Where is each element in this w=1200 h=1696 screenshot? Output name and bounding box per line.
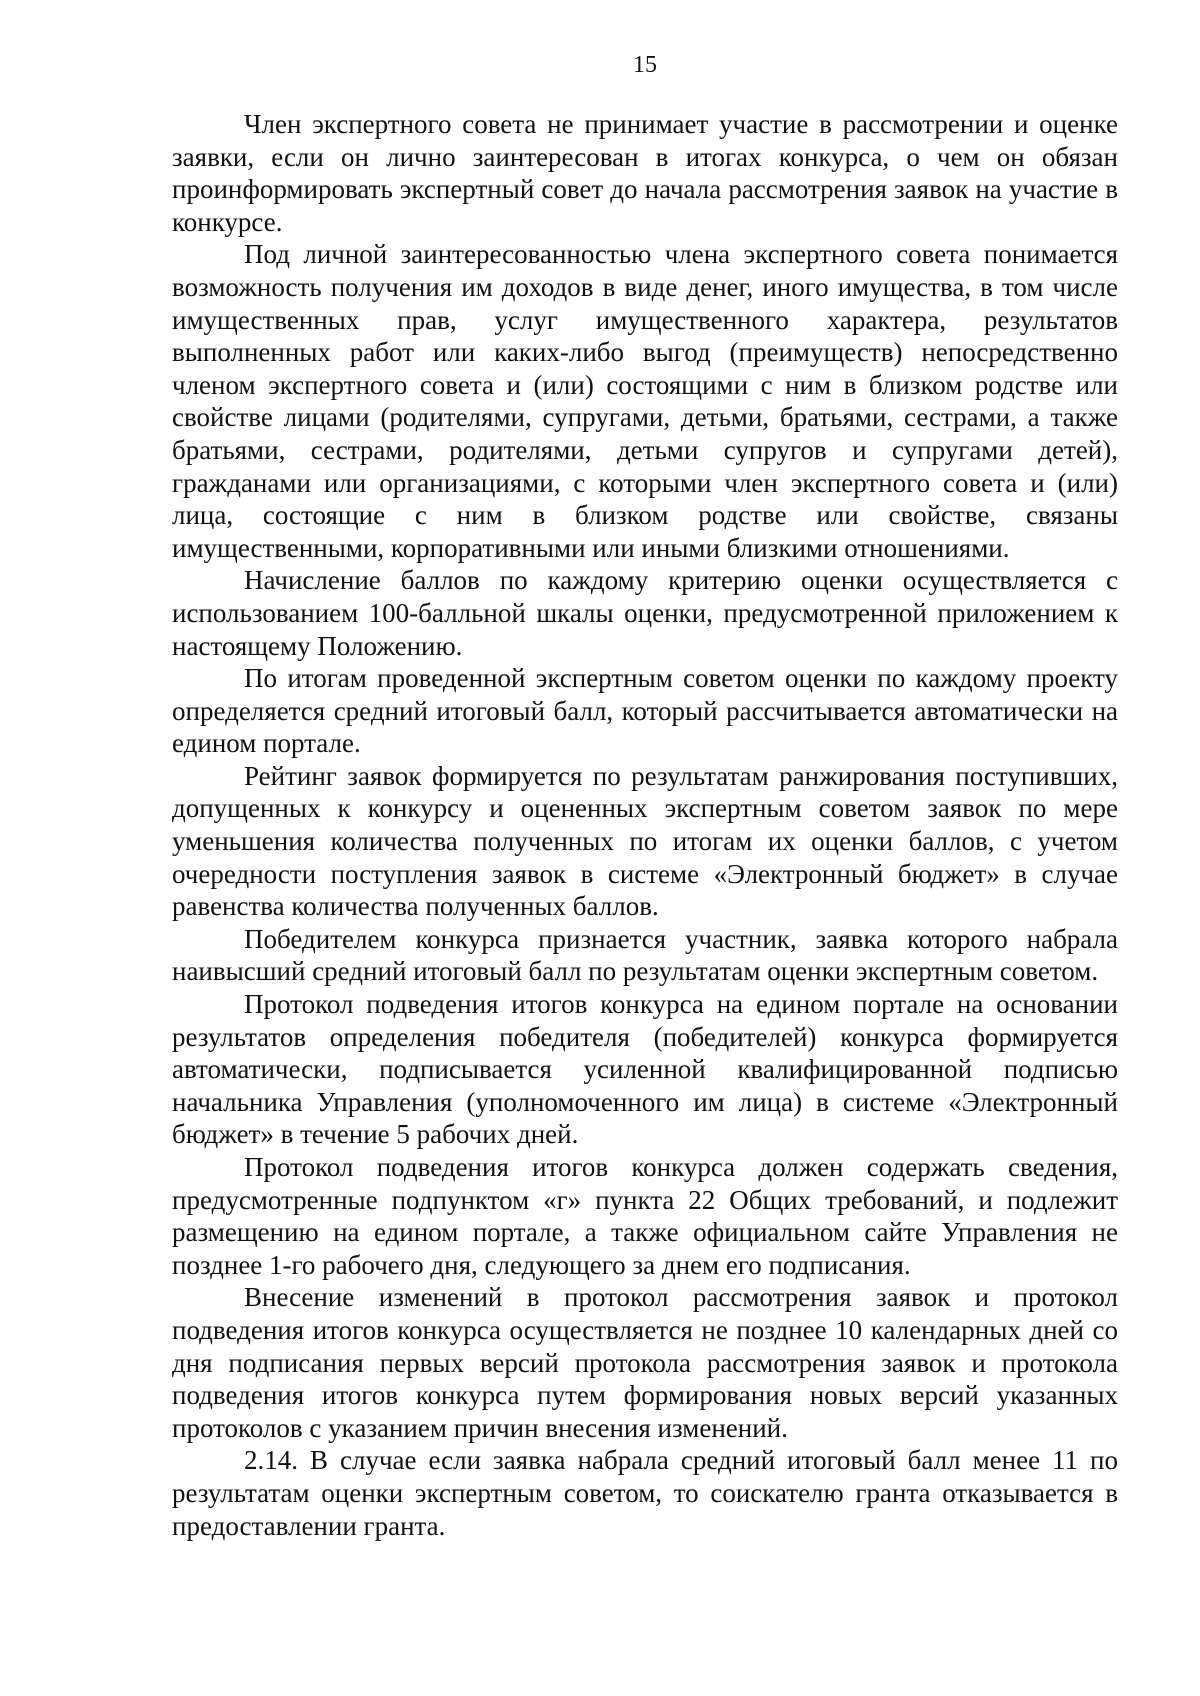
paragraph-results-protocol: Протокол подведения итогов конкурса на едином портале на основании результатов определения победителя (победителей) конкурса формируется автоматически, подписывается усиленной квалифицированной подписью начальника Управления (уполномоченного им лица) в системе «Электронный бюджет» в течение 5 рабочих дней. <box>172 989 1118 1150</box>
paragraph-average-score: По итогам проведенной экспертным советом оценки по каждому проекту определяется средний итоговый балл, который рассчитывается автоматически на едином портале. <box>172 663 1118 759</box>
paragraph-personal-interest-definition: Под личной заинтересованностью члена экспертного совета понимается возможность получения им доходов в виде денег, иного имущества, в том числе имущественных прав, услуг имущественного характера, результатов выполненных работ или каких-либо выгод (преимуществ) непосредственно членом экспертного совета и (или) состоящими с ним в близком родстве или свойстве лицами (родителями, супругами, детьми, братьями, сестрами, а также братьями, сестрами, родителями, детьми супругов и супругами детей), гражданами или организациями, с которыми член экспертного совета и (или) лица, состоящие с ним в близком родстве или свойстве, связаны имущественными, корпоративными или иными близкими отношениями. <box>172 239 1118 563</box>
paragraph-scoring-scale: Начисление баллов по каждому критерию оценки осуществляется с использованием 100-балльной шкалы оценки, предусмотренной приложением к настоящему Положению. <box>172 565 1118 661</box>
paragraph-rating: Рейтинг заявок формируется по результатам ранжирования поступивших, допущенных к конкурсу и оцененных экспертным советом заявок по мере уменьшения количества полученных по итогам их оценки баллов, с учетом очередности поступления заявок в системе «Электронный бюджет» в случае равенства количества полученных баллов. <box>172 760 1118 922</box>
paragraph-protocol-content: Протокол подведения итогов конкурса должен содержать сведения, предусмотренные подпунктом «г» пункта 22 Общих требований, и подлежит размещению на едином портале, а также официальном сайте Управления не позднее 1-го рабочего дня, следующего за днем его подписания. <box>172 1152 1118 1280</box>
paragraph-winner: Победителем конкурса признается участник, заявка которого набрала наивысший средний итоговый балл по результатам оценки экспертным советом. <box>172 923 1118 987</box>
paragraph-expert-conflict: Член экспертного совета не принимает участие в рассмотрении и оценке заявки, если он лично заинтересован в итогах конкурса, о чем он обязан проинформировать экспертный совет до начала рассмотрения заявок на участие в конкурсе. <box>172 109 1118 237</box>
document-body <box>172 108 1118 1542</box>
page-number: 15 <box>633 52 657 78</box>
paragraph-protocol-changes: Внесение изменений в протокол рассмотрения заявок и протокол подведения итогов конкурса осуществляется не позднее 10 календарных дней со дня подписания первых версий протокола рассмотрения заявок и протокола подведения итогов конкурса путем формирования новых версий указанных протоколов с указанием причин внесения изменений. <box>172 1282 1118 1443</box>
paragraph-clause-2-14: 2.14. В случае если заявка набрала средний итоговый балл менее 11 по результатам оценки экспертным советом, то соискателю гранта отказывается в предоставлении гранта. <box>172 1445 1118 1541</box>
